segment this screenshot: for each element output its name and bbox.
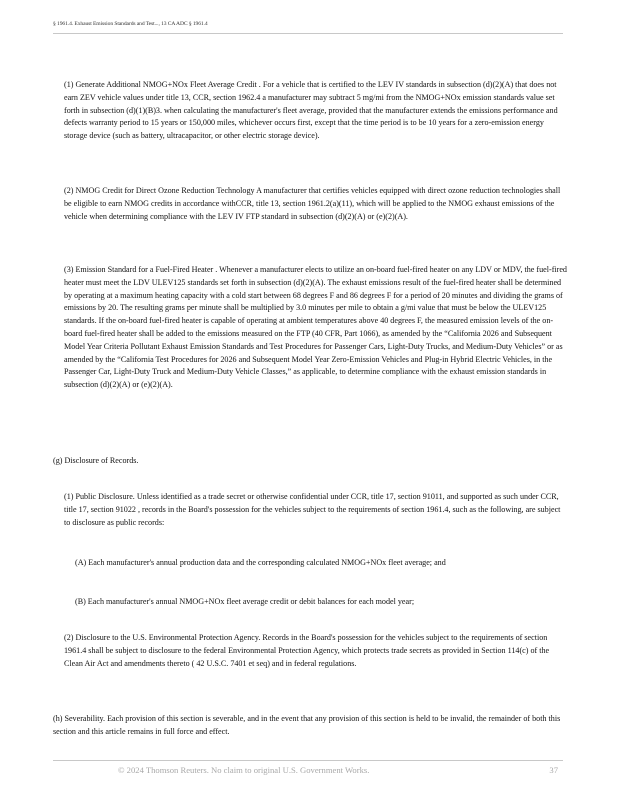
footer-copyright: © 2024 Thomson Reuters. No claim to original U.S. Government Works. (118, 765, 370, 775)
running-header: § 1961.4. Exhaust Emission Standards and Test..., 13 CA ADC § 1961.4 (53, 21, 208, 27)
page-number: 37 (549, 765, 558, 775)
footer-divider (53, 760, 563, 761)
paragraph-nmog-nox-credit: (1) Generate Additional NMOG+NOx Fleet Average Credit . For a vehicle that is certified to the LEV IV standards in subsection (d)(2)(A) that does not earn ZEV vehicle values under title 13, CCR, section 1962.4 a manufacturer may subtract 5 mg/mi from the NMOG+NOx emission standards value set forth in subsection (d)(1)(B)3. when calculating the manufacturer's fleet average, provided that the manufacturer extends the emissions performance and defects warranty period to 15 years or 150,000 miles, whichever occurs first, except that the time period is to be 10 years for a zero-emission energy storage device (such as battery, ultracapacitor, or other electric storage device). (64, 80, 558, 141)
list-item-credit-balances: (B) Each manufacturer's annual NMOG+NOx fleet average credit or debit balances for each model year; (75, 597, 415, 606)
paragraph-public-disclosure: (1) Public Disclosure. Unless identified as a trade secret or otherwise confidential under CCR, title 17, section 91011, and supported as such under CCR, title 17, section 91022 , records in the Board's possession for the vehicles subject to the requirements of section 1961.4, such as the following, are subject to disclosure as public records: (64, 492, 561, 527)
list-item-production-data: (A) Each manufacturer's annual production data and the corresponding calculated NMOG+NOx fleet average; and (75, 558, 446, 567)
paragraph-ozone-reduction-credit: (2) NMOG Credit for Direct Ozone Reduction Technology A manufacturer that certifies vehicles equipped with direct ozone reduction technologies shall be eligible to earn NMOG credits in accordance withCCR, title 13, section 1961.2(a)(11), which will be applied to the NMOG exhaust emissions of the vehicle when determining compliance with the LEV IV FTP standard in subsection (d)(2)(A) or (e)(2)(A). (64, 186, 561, 221)
paragraph-severability: (h) Severability. Each provision of this section is severable, and in the event that any provision of this section is held to be invalid, the remainder of both this section and this article remains in full force and effect. (53, 714, 561, 736)
paragraph-epa-disclosure: (2) Disclosure to the U.S. Environmental Protection Agency. Records in the Board's possession for the vehicles subject to the requirements of section 1961.4 shall be subject to disclosure to the federal Environmental Protection Agency, which protects trade secrets as provided in Section 114(c) of the Clean Air Act and amendments thereto ( 42 U.S.C. 7401 et seq) and in federal regulations. (64, 633, 550, 668)
header-divider (53, 33, 563, 34)
section-heading-disclosure: (g) Disclosure of Records. (53, 456, 139, 465)
paragraph-fuel-fired-heater: (3) Emission Standard for a Fuel-Fired Heater . Whenever a manufacturer elects to utilize an on-board fuel-fired heater on any LDV or MDV, the fuel-fired heater must meet the LDV ULEV125 standards set forth in subsection (d)(2)(A). The exhaust emissions result of the fuel-fired heater shall be determined by operating at a maximum heating capacity with a cold start between 68 degrees F and 86 degrees F for a period of 20 minutes and dividing the grams of emissions by 20. The resulting grams per minute shall be multiplied by 3.0 minutes per mile to obtain a g/mi value that must be below the ULEV125 standards. If the on-board fuel-fired heater is capable of operating at ambient temperatures above 40 degrees F, the measured emission levels of the on-board fuel-fired heater shall be added to the emissions measured on the FTP (40 CFR, Part 1066), as amended by the “California 2026 and Subsequent Model Year Criteria Pollutant Exhaust Emission Standards and Test Procedures for Passenger Cars, Light-Duty Trucks, and Medium-Duty Vehicles” or as amended by the “California Test Procedures for 2026 and Subsequent Model Year Zero-Emission Vehicles and Plug-in Hybrid Electric Vehicles, in the Passenger Car, Light-Duty Truck and Medium-Duty Vehicle Classes,” as applicable, to determine compliance with the exhaust emission standards in subsection (d)(2)(A) or (e)(2)(A). (64, 265, 567, 390)
